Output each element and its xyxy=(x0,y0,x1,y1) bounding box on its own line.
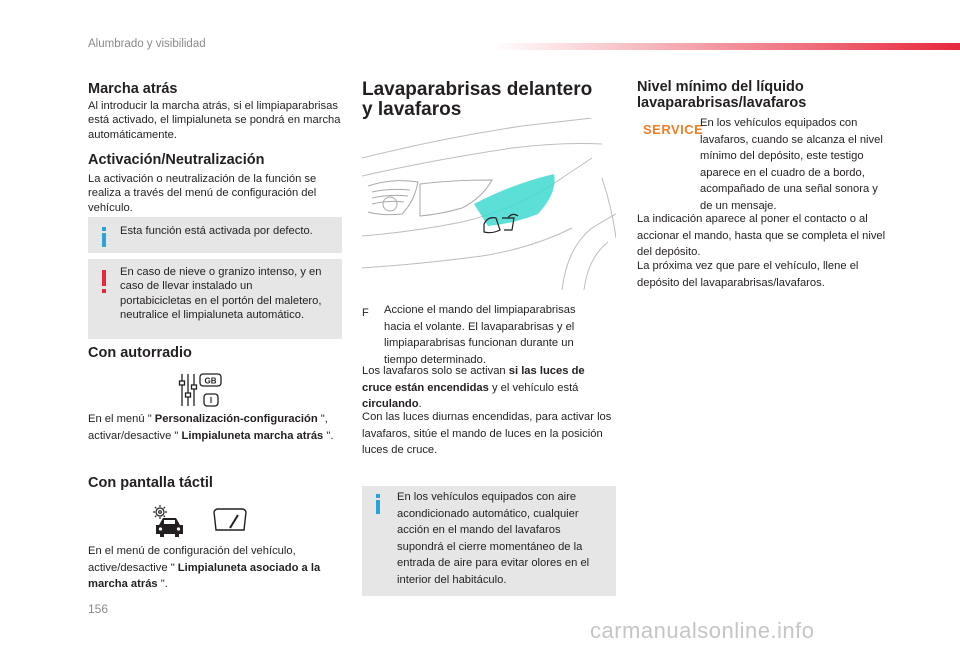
bullet-text: Accione el mando del limpiaparabrisas hacia el volante. El lavaparabrisas y el limpiaparabrisas funcionan durante un tiempo determinado. xyxy=(384,304,576,366)
watermark: carmanualsonline.info xyxy=(590,618,815,643)
info-box-text: Esta función está activada por defecto. xyxy=(120,225,313,237)
p1-bold-condition: si las luces de cruce están encendidas xyxy=(362,365,585,394)
p1-text-c: . xyxy=(418,398,422,410)
indicacion-text: La indicación aparece al poner el contacto o al accionar el mando, hasta que se completa el nivel del depósito. xyxy=(637,213,886,258)
lavafaros-condition-text xyxy=(362,363,616,413)
rear-wiper-icon xyxy=(212,506,248,532)
p1-text-b: y el vehículo está xyxy=(488,381,579,394)
section-header: Alumbrado y visibilidad xyxy=(88,38,206,50)
lavaparabrisas-title-line1: Lavaparabrisas delantero xyxy=(362,79,593,100)
tactil-option-name: Limpialuneta asociado a la marcha atrás xyxy=(88,561,321,590)
header-accent-bar xyxy=(492,43,960,50)
info-icon xyxy=(376,500,380,514)
car-front-illustration xyxy=(362,118,616,290)
tactil-text-a: En el menú de configuración del vehículo, active/desactive " xyxy=(88,545,296,574)
pantalla-tactil-title: Con pantalla táctil xyxy=(88,475,213,491)
tactil-text-b: ". xyxy=(157,578,168,590)
nivel-minimo-title-line2: lavaparabrisas/lavafaros xyxy=(637,95,807,111)
lavaparabrisas-title-line2: y lavafaros xyxy=(362,99,462,120)
autorradio-text-b: ", activar/desactive " xyxy=(88,413,328,442)
service-warning-icon: SERVICE xyxy=(643,122,704,137)
warning-box-text: En caso de nieve o granizo intenso, y en caso de llevar instalado un portabicicletas en el portón del maletero, neutralice el limpialuneta automático. xyxy=(120,266,322,321)
radio-settings-icon xyxy=(178,371,224,409)
autorradio-text-c: ". xyxy=(323,429,334,442)
info-box-aire xyxy=(362,486,616,596)
radio-label-i: I xyxy=(209,396,213,405)
nivel-minimo-title-line1: Nivel mínimo del líquido xyxy=(637,79,804,95)
marcha-atras-text: Al introducir la marcha atrás, si el limpiaparabrisas está activado, el limpialuneta se pondrá en marcha automáticamente. xyxy=(88,100,341,141)
pantalla-tactil-text xyxy=(88,543,343,593)
autorradio-title: Con autorradio xyxy=(88,345,192,361)
page-number: 156 xyxy=(88,602,109,616)
radio-label-gb: GB xyxy=(204,376,217,386)
p1-bold-circulando: circulando xyxy=(362,398,419,410)
autorradio-text-a: En el menú " xyxy=(88,413,155,425)
autorradio-menu-name: Personalización-configuración xyxy=(154,413,318,425)
luces-diurnas-text: Con las luces diurnas encendidas, para activar los lavafaros, sitúe el mando de luces en la posición luces de cruce. xyxy=(362,411,612,456)
activacion-title: Activación/Neutralización xyxy=(88,152,265,168)
marcha-atras-title: Marcha atrás xyxy=(88,81,178,97)
autorradio-option-name: Limpialuneta marcha atrás xyxy=(181,429,324,442)
activacion-text: La activación o neutralización de la función se realiza a través del menú de configuración del vehículo. xyxy=(88,173,317,214)
service-text: En los vehículos equipados con lavafaros, cuando se alcanza el nivel mínimo del depósito, este testigo aparece en el cuadro de a bordo, acompañado de una señal sonora y de un mensaje. xyxy=(700,117,883,212)
proxima-vez-text: La próxima vez que pare el vehículo, llene el depósito del lavaparabrisas/lavafaros. xyxy=(637,260,859,289)
bullet-symbol: F xyxy=(362,307,369,319)
info-box-aire-text: En los vehículos equipados con aire acondicionado automático, cualquier acción en el mando del lavafaros supondrá el cierre momentáneo de la entrada de aire para evitar olores en el interior del habitáculo. xyxy=(397,491,590,586)
vehicle-settings-icon xyxy=(150,503,186,539)
warning-icon xyxy=(102,270,106,286)
warning-box xyxy=(88,259,342,339)
autorradio-text xyxy=(88,411,343,444)
info-box-default xyxy=(88,217,342,253)
info-icon xyxy=(102,233,106,247)
p1-text-a: Los lavafaros solo se activan xyxy=(362,365,509,377)
